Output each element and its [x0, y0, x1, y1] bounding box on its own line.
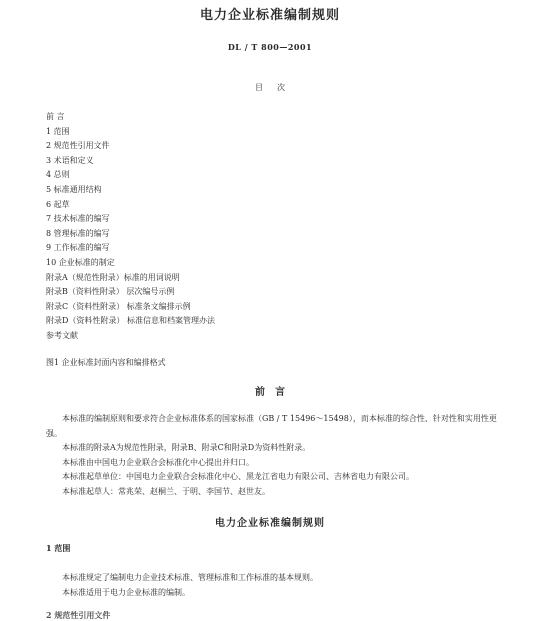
toc-item: 8 管理标准的编写: [46, 228, 110, 238]
toc-item: 前 言: [46, 112, 65, 121]
toc-heading: 目次: [255, 83, 299, 92]
body-title: 电力企业标准编制规则: [215, 518, 325, 529]
preface-paragraph: 本标准由中国电力企业联合会标准化中心提出并归口。: [62, 457, 254, 467]
toc-item: 参考文献: [46, 330, 78, 340]
toc-item: 附录A（规范性附录）标准的用词说明: [46, 272, 180, 282]
preface-paragraph: 本标准的编制原则和要求符合企业标准体系的国家标准（GB / T 15496～15498），而本标准的综合性、针对性和实用性更强。: [46, 414, 497, 438]
section-body-scope: [46, 571, 500, 600]
toc-item: 10 企业标准的制定: [46, 257, 115, 267]
toc-list: [46, 110, 215, 344]
section-heading-scope: 1 范围: [46, 543, 71, 553]
preface-heading: 前言: [255, 387, 295, 398]
toc-item: 7 技术标准的编写: [46, 214, 110, 224]
toc-item: 附录C（资料性附录） 标准条文编排示例: [46, 301, 191, 311]
toc-item: 附录B（资料性附录） 层次编号示例: [46, 287, 175, 297]
toc-item: 6 起草: [46, 199, 70, 209]
section-heading-references: 2 规范性引用文件: [46, 610, 111, 620]
toc-figure-entry: 图1 企业标准封面内容和编排格式: [46, 358, 166, 367]
preface-body: [46, 412, 500, 499]
toc-item: 1 范围: [46, 126, 70, 136]
preface-paragraph: 本标准起草单位：中国电力企业联合会标准化中心、黑龙江省电力有限公司、吉林省电力有限公司。: [62, 472, 414, 481]
toc-item: 3 术语和定义: [46, 155, 94, 165]
toc-item: 4 总则: [46, 170, 70, 180]
toc-item: 附录D（资料性附录） 标准信息和档案管理办法: [46, 316, 215, 326]
preface-paragraph: 本标准起草人：常兆荣、赵桐兰、于明、李国节、赵世友。: [62, 486, 270, 496]
toc-item: 2 规范性引用文件: [46, 141, 110, 151]
document-title: 电力企业标准编制规则: [199, 8, 340, 23]
preface-paragraph: 本标准的附录A为规范性附录，附录B、附录C和附录D为资料性附录。: [62, 443, 311, 452]
standard-number: DL / T 800—2001: [227, 42, 313, 52]
section-paragraph: 本标准适用于电力企业标准的编制。: [62, 587, 190, 597]
section-paragraph: 本标准规定了编制电力企业技术标准、管理标准和工作标准的基本规则。: [62, 573, 318, 582]
toc-item: 9 工作标准的编写: [46, 243, 110, 253]
toc-item: 5 标准通用结构: [46, 184, 102, 194]
